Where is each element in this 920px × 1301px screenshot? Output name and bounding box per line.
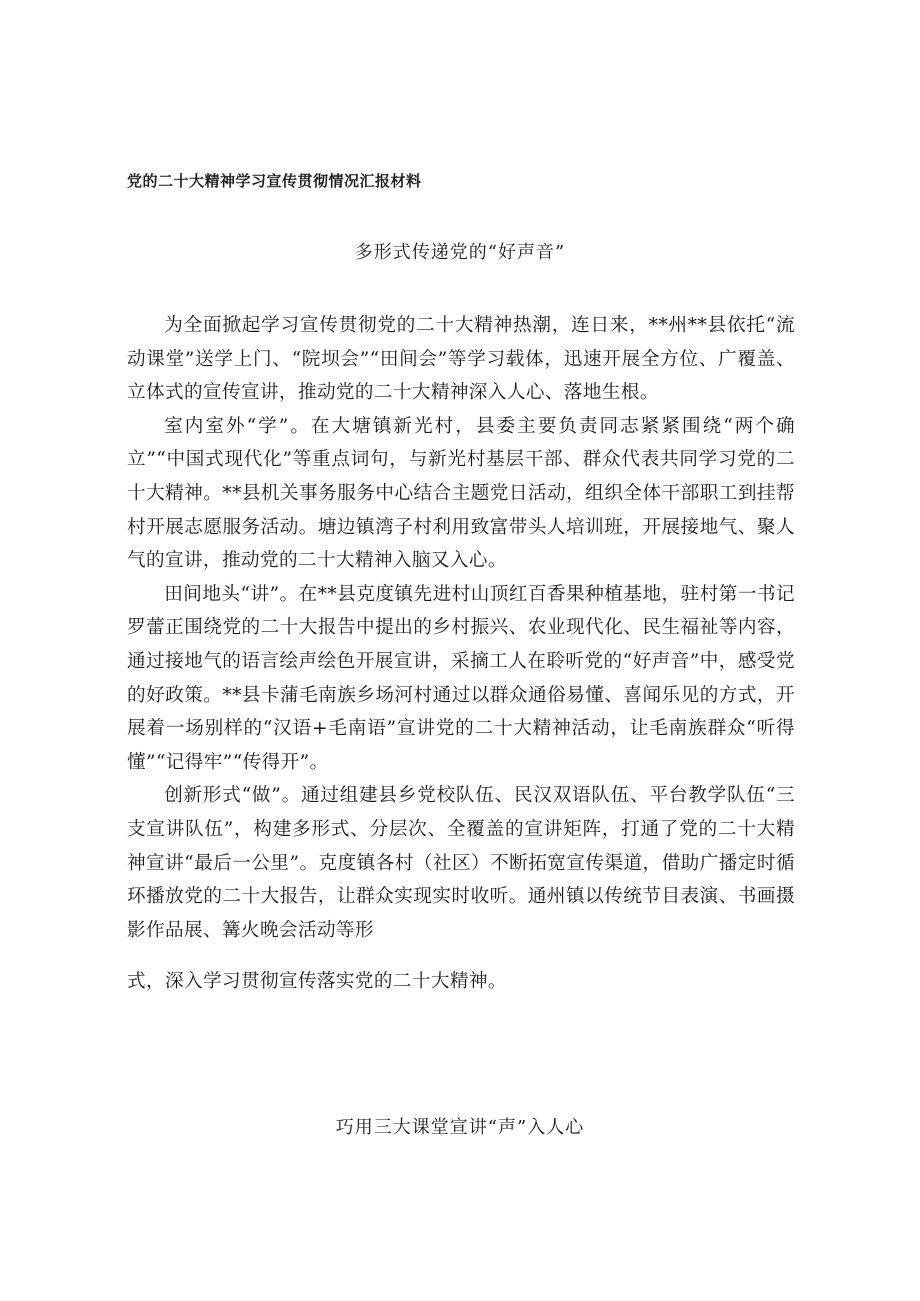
section-title: 多形式传递党的“好声音”	[354, 242, 566, 263]
section-title: 巧用三大课堂宣讲“声”入人心	[335, 1117, 585, 1138]
paragraph: 室内室外“学”。在大塘镇新光村，县委主要负责同志紧紧围绕“两个确立”“中国式现代化”等重点词句，与新光村基层干部、群众代表共同学习党的二十大精神。**县机关事务服务中心结合主题党日活动，组织全体干部职工到挂帮村开展志愿服务活动。塘边镇湾子村利用致富带头人培训班，开展接地气、聚人气的宣讲，推动党的二十大精神入脑又入心。	[127, 415, 795, 572]
paragraph: 创新形式“做”。通过组建县乡党校队伍、民汉双语队伍、平台教学队伍“三支宣讲队伍”，构建多形式、分层次、全覆盖的宣讲矩阵，打通了党的二十大精神宣讲“最后一公里”。克度镇各村（社区）不断拓宽宣传渠道，借助广播定时循环播放党的二十大报告，让群众实现实时收听。通州镇以传统节目表演、书画摄影作品展、篝火晚会活动等形	[127, 785, 795, 941]
paragraph: 为全面掀起学习宣传贯彻党的二十大精神热潮，连日来，**州**县依托“流动课堂”送学上门、“院坝会”“田间会”等学习载体，迅速开展全方位、广覆盖、立体式的宣传宣讲，推动党的二十大精神深入人心、落地生根。	[127, 315, 795, 404]
document-body	[127, 309, 795, 999]
paragraph-tail: 式，深入学习贯彻宣传落实党的二十大精神。	[127, 971, 507, 993]
paragraph: 田间地头“讲”。在**县克度镇先进村山顶红百香果种植基地，驻村第一书记罗蕾正围绕党的二十大报告中提出的乡村振兴、农业现代化、民生福祉等内容，通过接地气的语言绘声绘色开展宣讲，采摘工人在聆听党的“好声音”中，感受党的好政策。**县卡蒲毛南族乡场河村通过以群众通俗易懂、喜闻乐见的方式，开展着一场别样的“汉语+毛南语”宣讲党的二十大精神活动，让毛南族群众“听得懂”“记得牢”“传得开”。	[127, 583, 795, 773]
document-header: 党的二十大精神学习宣传贯彻情况汇报材料	[127, 172, 422, 190]
